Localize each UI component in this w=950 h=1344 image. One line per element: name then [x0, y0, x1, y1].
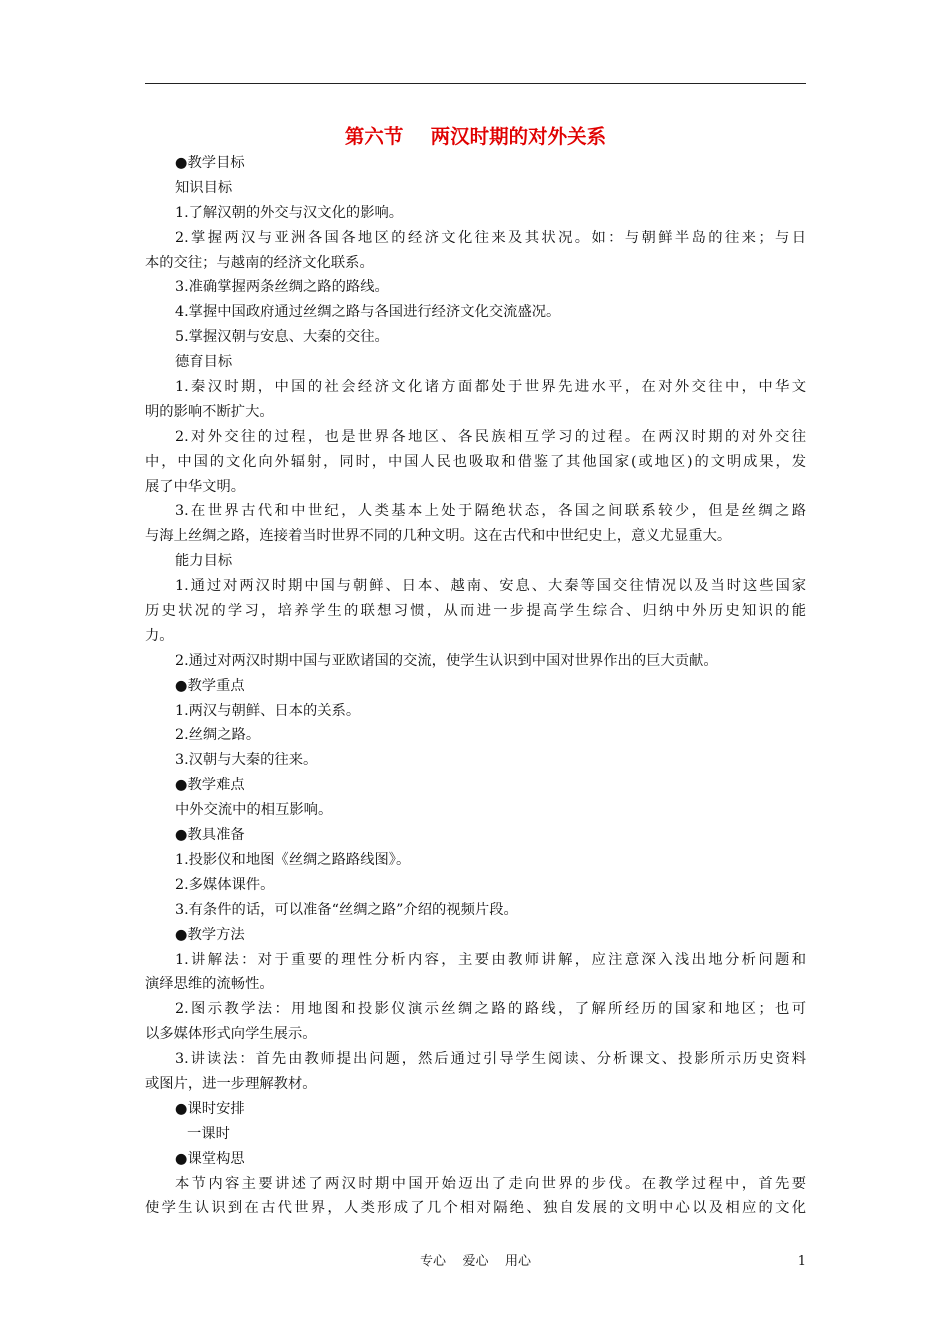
text-line: 2.多媒体课件。 [175, 876, 275, 893]
text-line: 3.准确掌握两条丝绸之路的路线。 [175, 279, 389, 296]
text-line: 中，中国的文化向外辐射，同时，中国人民也吸取和借鉴了其他国家(或地区)的文明成果，发 [145, 453, 806, 470]
text-line: 历史状况的学习，培养学生的联想习惯，从而进一步提高学生综合、归纳中外历史知识的能 [145, 603, 806, 620]
text-line: 2.对外交往的过程，也是世界各地区、各民族相互学习的过程。在两汉时期的对外交往 [175, 428, 806, 445]
text-line: 3.汉朝与大秦的往来。 [175, 752, 318, 769]
text-line: 以多媒体形式向学生展示。 [145, 1026, 317, 1043]
text-line: 3.有条件的话，可以准备“丝绸之路”介绍的视频片段。 [175, 901, 518, 918]
text-line: ●课时安排 [175, 1100, 245, 1117]
text-line: 2.丝绸之路。 [175, 727, 261, 744]
text-line: 1.秦汉时期，中国的社会经济文化诸方面都处于世界先进水平，在对外交往中，中华文 [175, 379, 806, 396]
text-line: 本的交往；与越南的经济文化联系。 [145, 254, 374, 271]
text-line: 本节内容主要讲述了两汉时期中国开始迈出了走向世界的步伐。在教学过程中，首先要 [175, 1175, 806, 1192]
page-number: 1 [797, 1254, 806, 1269]
text-line: 中外交流中的相互影响。 [175, 802, 333, 819]
header-rule [145, 83, 806, 84]
text-line: 2.通过对两汉时期中国与亚欧诸国的交流，使学生认识到中国对世界作出的巨大贡献。 [175, 652, 718, 669]
text-line: 4.掌握中国政府通过丝绸之路与各国进行经济文化交流盛况。 [175, 304, 561, 321]
text-line: 1.讲解法：对于重要的理性分析内容，主要由教师讲解，应注意深入浅出地分析问题和 [175, 951, 806, 968]
page-title: 第六节 两汉时期的对外关系 [344, 125, 607, 148]
text-line: ●课堂构思 [175, 1150, 245, 1167]
text-line: 2.图示教学法：用地图和投影仪演示丝绸之路的路线，了解所经历的国家和地区；也可 [175, 1001, 806, 1018]
text-line: 1.了解汉朝的外交与汉文化的影响。 [175, 204, 404, 221]
text-line: 演绎思维的流畅性。 [145, 976, 274, 993]
text-line: ●教学重点 [175, 677, 245, 694]
text-line: 3.讲读法：首先由教师提出问题，然后通过引导学生阅读、分析课文、投影所示历史资料 [175, 1051, 806, 1068]
text-line: 使学生认识到在古代世界，人类形成了几个相对隔绝、独自发展的文明中心以及相应的文化 [145, 1200, 806, 1217]
text-line: 3.在世界古代和中世纪，人类基本上处于隔绝状态，各国之间联系较少，但是丝绸之路 [175, 503, 806, 520]
text-line: 知识目标 [175, 179, 233, 196]
text-line: 与海上丝绸之路，连接着当时世界不同的几种文明。这在古代和中世纪史上，意义尤显重大。 [145, 528, 732, 545]
text-line: ●教具准备 [175, 827, 245, 844]
text-line: 2.掌握两汉与亚洲各国各地区的经济文化往来及其状况。如：与朝鲜半岛的往来；与日 [175, 229, 806, 246]
text-line: 1.投影仪和地图《丝绸之路路线图》。 [175, 851, 411, 868]
text-line: ●教学目标 [175, 155, 245, 171]
text-line: 1.通过对两汉时期中国与朝鲜、日本、越南、安息、大秦等国交往情况以及当时这些国家 [175, 578, 806, 595]
text-line: ●教学难点 [175, 777, 245, 794]
text-line: 或图片，进一步理解教材。 [145, 1075, 317, 1092]
document-body [145, 151, 806, 1221]
text-line: ●教学方法 [175, 926, 245, 943]
text-line: 展了中华文明。 [145, 478, 246, 495]
text-line: 明的影响不断扩大。 [145, 403, 274, 420]
text-line: 力。 [145, 627, 174, 644]
text-line: 德育目标 [175, 354, 233, 371]
text-line: 能力目标 [175, 553, 233, 570]
text-line: 5.掌握汉朝与安息、大秦的交往。 [175, 329, 389, 346]
text-line: 一课时 [187, 1125, 230, 1142]
text-line: 1.两汉与朝鲜、日本的关系。 [175, 702, 361, 719]
footer-motto: 专心 爱心 用心 [419, 1254, 532, 1269]
